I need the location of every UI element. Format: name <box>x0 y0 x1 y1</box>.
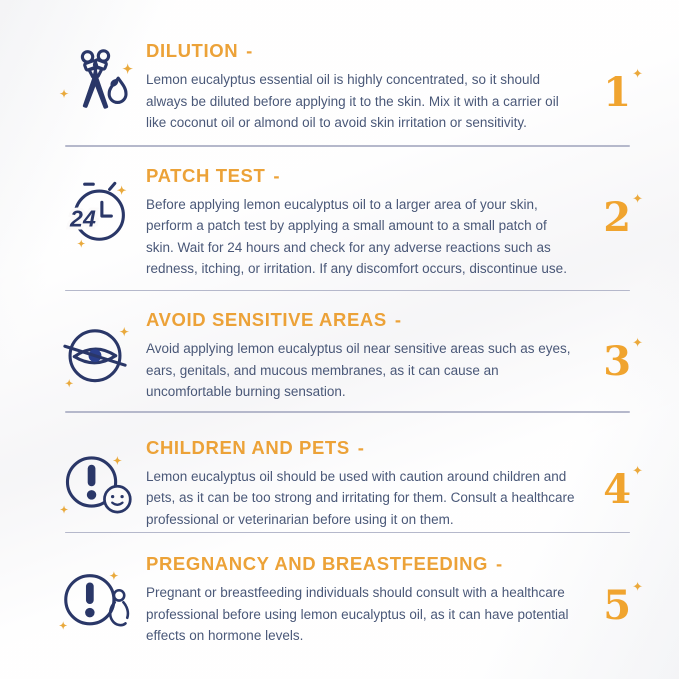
avoid-eye-icon <box>52 311 138 397</box>
section-body: Avoid applying lemon eucalyptus oil near sensitive areas such as eyes, ears, genitals, and mucous membranes, as it can cause an uncomfortable burning sensation. <box>146 341 571 399</box>
step-number: 2 <box>603 193 632 241</box>
sparkle-icon: ✦ <box>632 579 643 594</box>
section-title: DILUTION - <box>146 40 253 61</box>
section-number <box>603 40 649 116</box>
section-body: Pregnant or breastfeeding individuals should consult with a healthcare professional before using lemon eucalyptus oil, as it can have potential effects on hormone levels. <box>146 585 569 643</box>
section-text <box>146 165 578 280</box>
section-body: Lemon eucalyptus oil should be used with caution around children and pets, as it can be too strong and irritating for them. Consult a healthcare professional or veterinarian before using it on them. <box>146 468 575 527</box>
section-number <box>603 309 649 385</box>
section-body: Lemon eucalyptus essential oil is highly concentrated, so it should always be diluted before applying it to the skin. Mix it with a carrier oil like coconut oil or almond oil to avoid skin irritation or sensitivity. <box>146 72 559 130</box>
section-text <box>146 40 578 134</box>
section-title: CHILDREN AND PETS - <box>146 436 365 458</box>
step-number: 4 <box>603 465 632 513</box>
section-number <box>603 553 649 629</box>
section-children-and-pets <box>0 413 679 532</box>
section-number <box>603 165 649 241</box>
section-dilution <box>0 26 679 145</box>
section-patch-test <box>0 147 679 290</box>
section-avoid-sensitive-areas <box>0 291 679 411</box>
step-number: 3 <box>603 338 632 385</box>
section-pregnancy-and-breastfeeding <box>0 533 679 673</box>
droppers-icon <box>52 42 138 128</box>
section-text <box>146 553 578 647</box>
safety-guidelines-list <box>0 26 679 673</box>
section-text <box>146 437 578 531</box>
24-hour-clock-icon <box>52 167 138 253</box>
sparkle-icon: ✦ <box>632 190 643 206</box>
section-number <box>603 437 649 513</box>
section-title: AVOID SENSITIVE AREAS - <box>146 309 402 330</box>
clock-24-label: 24 <box>70 204 96 231</box>
step-number: 1 <box>603 69 632 116</box>
sparkle-icon: ✦ <box>632 462 643 478</box>
section-body: Before applying lemon eucalyptus oil to a larger area of your skin, perform a patch test by applying a small amount to a small patch of skin. Wait for 24 hours and check for any adverse reactions such as redness, itching, or irritation. If any discomfort occurs, discontinue use. <box>146 196 567 276</box>
sparkle-icon: ✦ <box>632 66 643 81</box>
sparkle-icon: ✦ <box>632 335 643 350</box>
pregnancy-warning-icon <box>52 555 138 641</box>
section-title: PATCH TEST - <box>146 164 281 186</box>
step-number: 5 <box>603 582 632 629</box>
child-warning-icon <box>52 439 138 525</box>
section-title: PREGNANCY AND BREASTFEEDING - <box>146 553 503 574</box>
section-text <box>146 309 578 403</box>
